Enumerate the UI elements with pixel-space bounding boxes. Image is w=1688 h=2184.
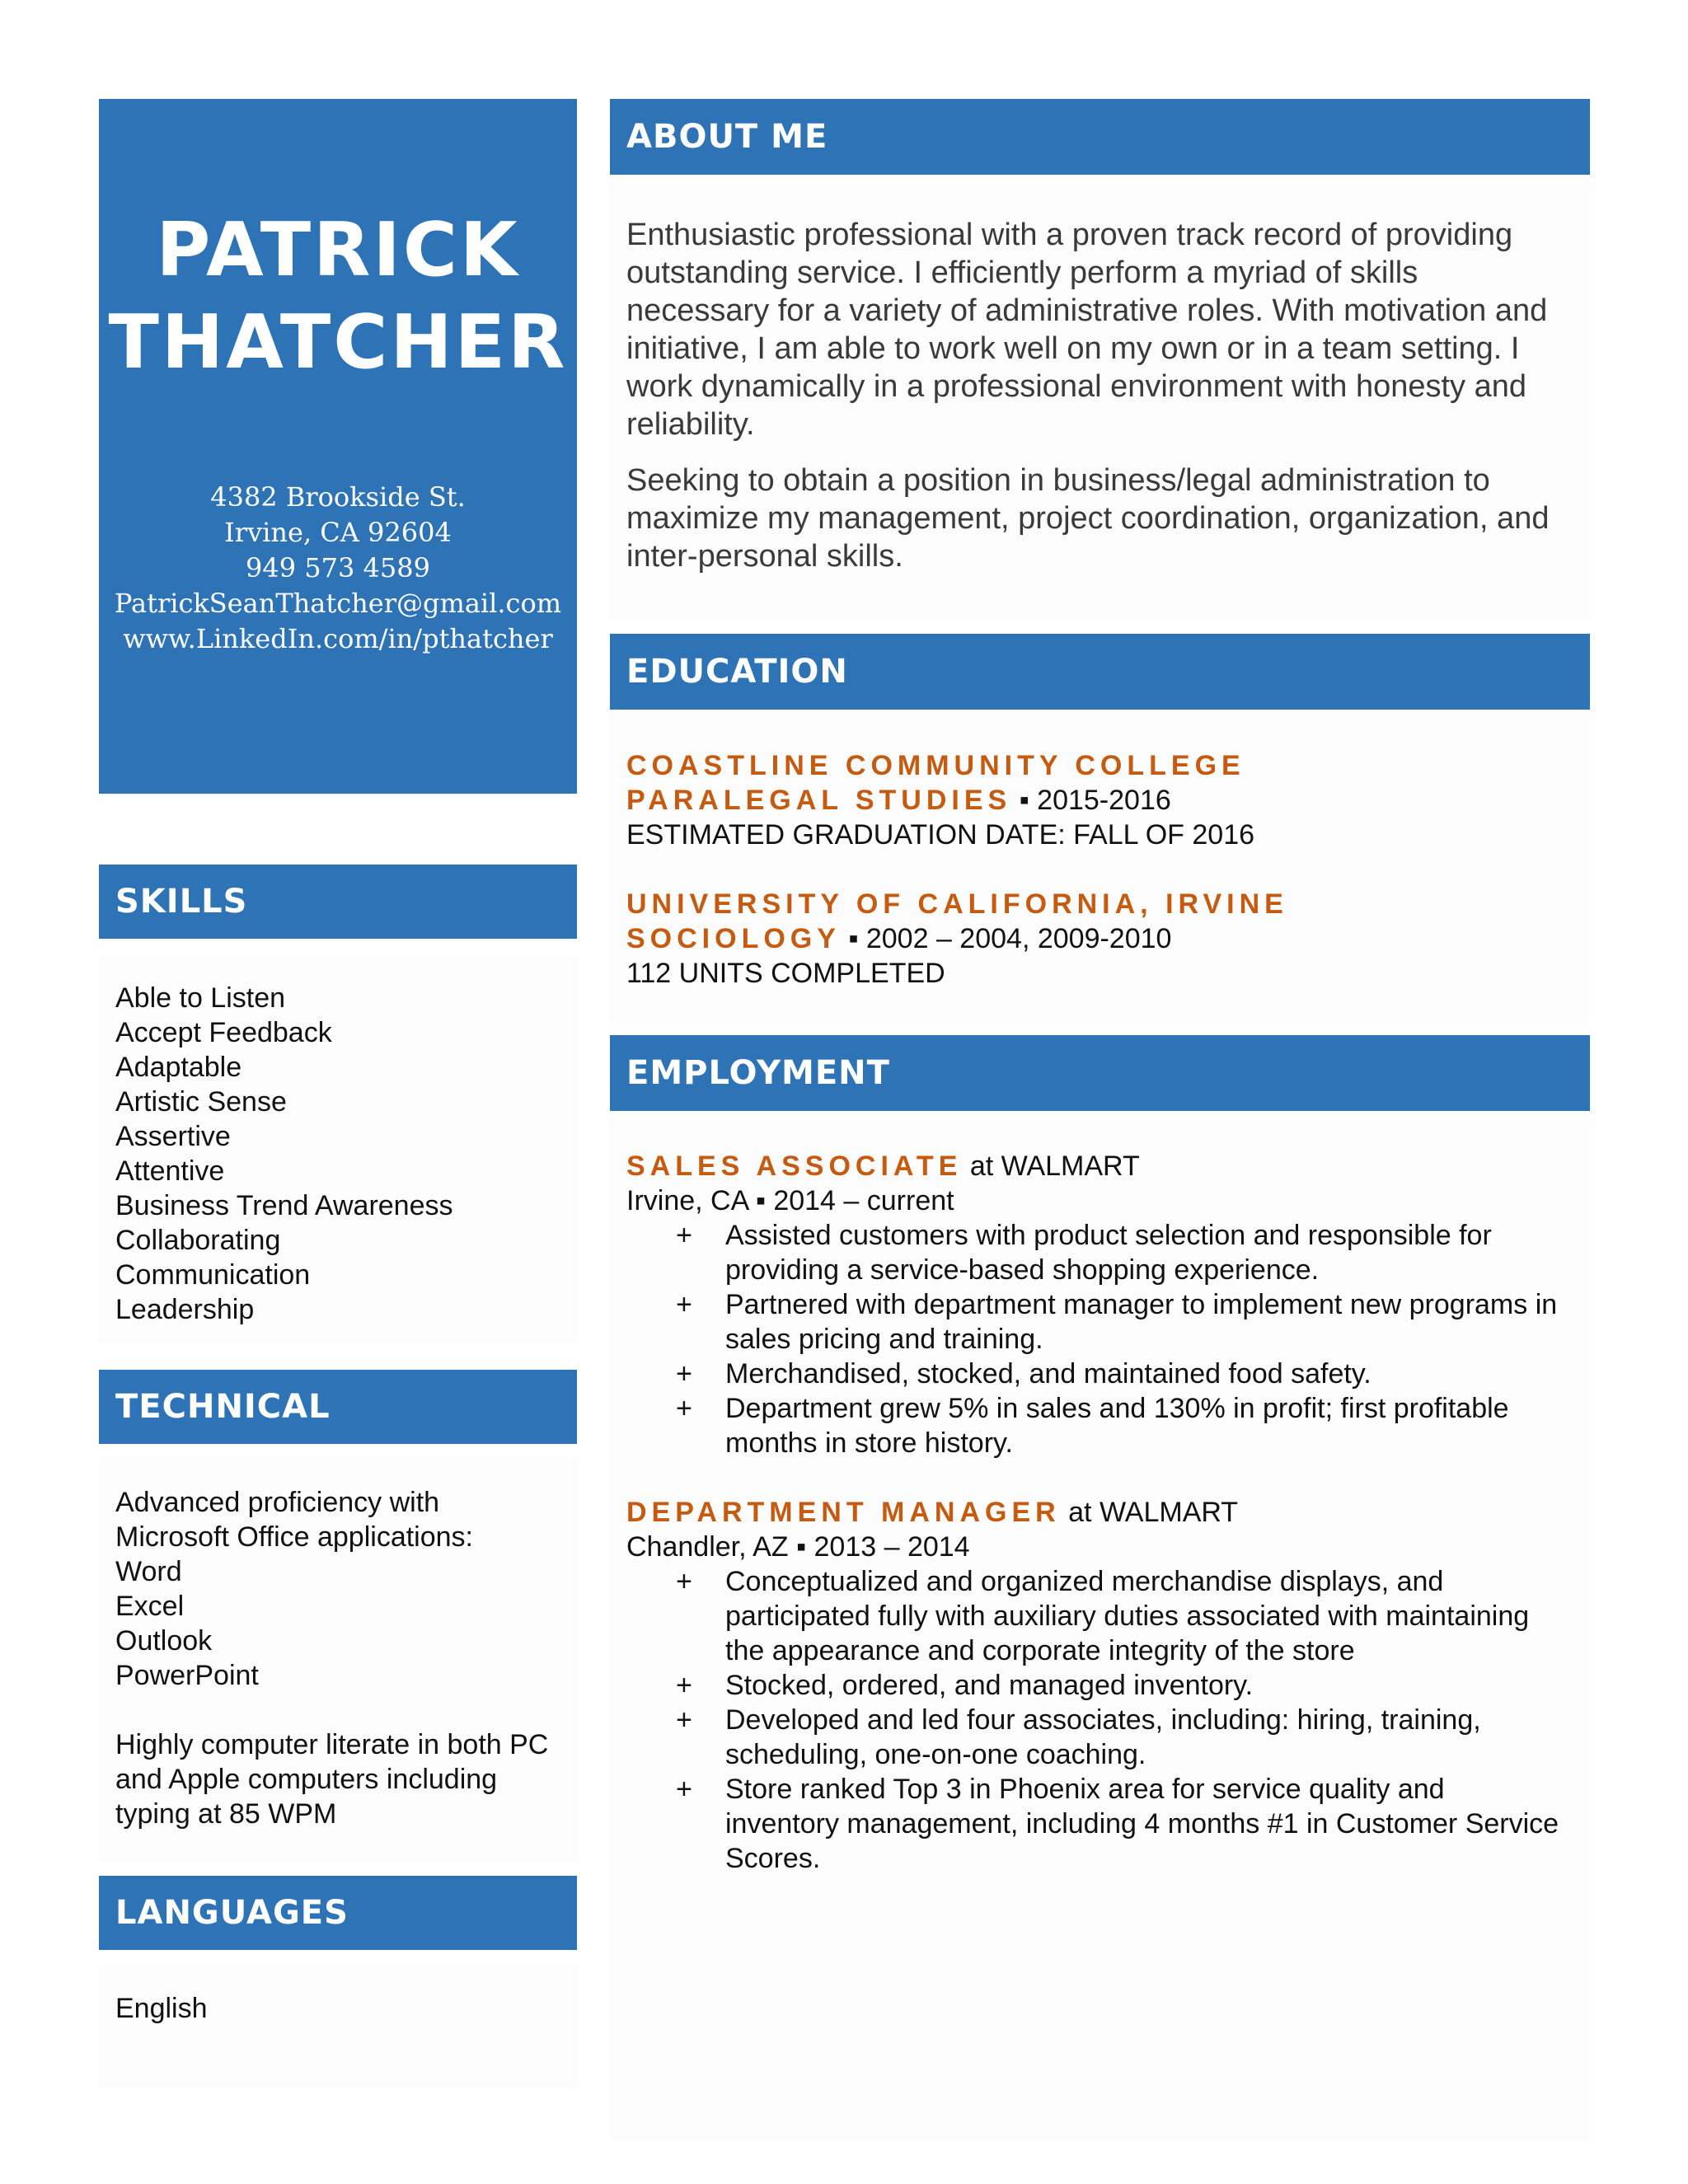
duty-item bbox=[626, 1287, 1565, 1357]
plus-icon: + bbox=[676, 1774, 692, 1805]
technical-line: Advanced proficiency with bbox=[115, 1487, 440, 1518]
employment-heading: EMPLOYMENT bbox=[610, 1035, 1590, 1111]
technical-line: and Apple computers including bbox=[115, 1764, 498, 1795]
job-title: SALES ASSOCIATE bbox=[626, 1151, 963, 1182]
skill-item: Able to Listen bbox=[115, 982, 286, 1014]
skill-item: Assertive bbox=[115, 1121, 231, 1152]
program-name: PARALEGAL STUDIES bbox=[626, 785, 1012, 816]
skill-item: Communication bbox=[115, 1259, 311, 1291]
languages-list bbox=[99, 1965, 577, 2088]
plus-icon: + bbox=[676, 1670, 692, 1701]
duty-text: Assisted customers with product selection and responsible for providing a service-based shopping experience. bbox=[725, 1220, 1492, 1286]
plus-icon: + bbox=[676, 1358, 692, 1390]
skill-item: Artistic Sense bbox=[115, 1086, 287, 1118]
about-body bbox=[610, 175, 1590, 620]
plus-icon: + bbox=[676, 1220, 692, 1251]
duty-text: Department grew 5% in sales and 130% in profit; first profitable months in store history. bbox=[725, 1393, 1509, 1459]
plus-icon: + bbox=[676, 1393, 692, 1424]
skill-item: Collaborating bbox=[115, 1225, 281, 1256]
employment-body bbox=[610, 1111, 1590, 2141]
technical-line: PowerPoint bbox=[115, 1660, 259, 1691]
duty-text: Store ranked Top 3 in Phoenix area for service quality and inventory management, including 4 months #1 in Customer Service Scores. bbox=[725, 1774, 1559, 1874]
education-dates: ▪ 2015-2016 bbox=[1011, 785, 1171, 816]
program-name: SOCIOLOGY bbox=[626, 923, 841, 954]
technical-line: typing at 85 WPM bbox=[115, 1798, 337, 1830]
phone-number: 949 573 4589 bbox=[246, 552, 430, 583]
technical-line: Highly computer literate in both PC bbox=[115, 1729, 549, 1760]
education-note: ESTIMATED GRADUATION DATE: FALL OF 2016 bbox=[626, 819, 1255, 851]
spacer bbox=[115, 1693, 577, 1727]
job-title: DEPARTMENT MANAGER bbox=[626, 1497, 1061, 1528]
skill-item: Attentive bbox=[115, 1155, 225, 1187]
skills-list bbox=[99, 956, 577, 1343]
school-name: UNIVERSITY OF CALIFORNIA, IRVINE bbox=[626, 888, 1288, 920]
education-heading: EDUCATION bbox=[610, 634, 1590, 710]
duty-item bbox=[626, 1668, 1565, 1703]
education-note: 112 UNITS COMPLETED bbox=[626, 958, 945, 989]
skill-item: Business Trend Awareness bbox=[115, 1190, 453, 1221]
skills-heading: SKILLS bbox=[99, 865, 577, 939]
duty-text: Stocked, ordered, and managed inventory. bbox=[725, 1670, 1254, 1701]
plus-icon: + bbox=[676, 1704, 692, 1736]
skill-item: Adaptable bbox=[115, 1052, 242, 1083]
technical-line: Microsoft Office applications: bbox=[115, 1521, 473, 1553]
job-entry bbox=[626, 1495, 1565, 1876]
duty-item bbox=[626, 1703, 1565, 1772]
candidate-name bbox=[99, 204, 577, 389]
technical-line: Outlook bbox=[115, 1625, 213, 1657]
language-item: English bbox=[115, 1993, 208, 2024]
education-dates: ▪ 2002 – 2004, 2009-2010 bbox=[840, 923, 1172, 954]
duty-item bbox=[626, 1391, 1565, 1460]
education-entry bbox=[626, 887, 1590, 991]
education-body bbox=[610, 710, 1590, 1023]
street-address: 4382 Brookside St. bbox=[210, 481, 466, 513]
name-contact-panel bbox=[99, 99, 577, 794]
linkedin-url: www.LinkedIn.com/in/pthatcher bbox=[123, 623, 553, 654]
job-duties bbox=[626, 1218, 1565, 1460]
technical-line: Word bbox=[115, 1556, 182, 1587]
duty-text: Merchandised, stocked, and maintained food safety. bbox=[725, 1358, 1372, 1390]
job-company: at WALMART bbox=[962, 1151, 1140, 1182]
about-heading: ABOUT ME bbox=[610, 99, 1590, 175]
languages-heading: LANGUAGES bbox=[99, 1876, 577, 1950]
duty-text: Developed and led four associates, including: hiring, training, scheduling, one-on-one coaching. bbox=[725, 1704, 1481, 1770]
duty-item bbox=[626, 1564, 1565, 1668]
duty-item bbox=[626, 1357, 1565, 1391]
about-paragraph: Enthusiastic professional with a proven track record of providing outstanding service. I efficiently perform a myriad of skills necessary for a variety of administrative roles. With motivation and initiative, I am able to work well on my own or in a team setting. I work dynamically in a professional environment with honesty and reliability. bbox=[626, 218, 1548, 442]
city-state-zip: Irvine, CA 92604 bbox=[224, 517, 452, 548]
skill-item: Leadership bbox=[115, 1294, 255, 1325]
duty-text: Partnered with department manager to implement new programs in sales pricing and training. bbox=[725, 1289, 1558, 1355]
plus-icon: + bbox=[676, 1566, 692, 1597]
plus-icon: + bbox=[676, 1289, 692, 1320]
technical-heading: TECHNICAL bbox=[99, 1370, 577, 1444]
first-name: PATRICK bbox=[156, 207, 520, 293]
job-location-dates: Irvine, CA ▪ 2014 – current bbox=[626, 1185, 954, 1216]
school-name: COASTLINE COMMUNITY COLLEGE bbox=[626, 750, 1245, 781]
job-company: at WALMART bbox=[1060, 1497, 1239, 1528]
about-paragraph: Seeking to obtain a position in business/legal administration to maximize my management, project coordination, organization, and inter-personal skills. bbox=[626, 463, 1550, 574]
email-address: PatrickSeanThatcher@gmail.com bbox=[114, 588, 562, 619]
last-name: THATCHER bbox=[108, 299, 568, 386]
job-entry bbox=[626, 1149, 1565, 1460]
duty-item bbox=[626, 1218, 1565, 1287]
technical-line: Excel bbox=[115, 1591, 185, 1622]
skill-item: Accept Feedback bbox=[115, 1017, 332, 1048]
technical-list bbox=[99, 1457, 577, 1861]
duty-text: Conceptualized and organized merchandise displays, and participated fully with auxiliary duties associated with maintaining the appearance and corporate integrity of the store bbox=[725, 1566, 1530, 1666]
contact-info bbox=[99, 480, 577, 657]
job-duties bbox=[626, 1564, 1565, 1876]
education-entry bbox=[626, 748, 1590, 852]
job-location-dates: Chandler, AZ ▪ 2013 – 2014 bbox=[626, 1531, 970, 1563]
duty-item bbox=[626, 1772, 1565, 1876]
